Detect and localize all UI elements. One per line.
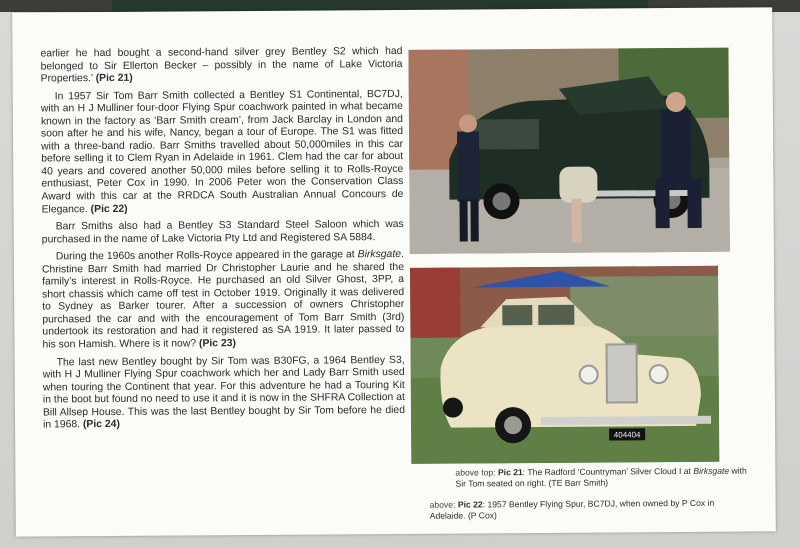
pic-reference: (Pic 23)	[198, 338, 237, 350]
pic-reference: (Pic 21)	[95, 72, 133, 85]
article-column	[40, 46, 405, 437]
photo-silver-cloud	[408, 48, 729, 254]
paragraph-1: earlier he had bought a second-hand silver grey Bentley S2 which had belonged to Sir Ellerton Becker – possibly in the name of Lake Victoria Properties.’ (Pic 21)	[40, 45, 403, 85]
pic-reference: (Pic 24)	[82, 419, 120, 431]
licence-plate: 404404	[613, 430, 641, 440]
magazine-page	[12, 7, 776, 536]
photo-flying-spur	[410, 266, 719, 464]
paragraph-4: During the 1960s another Rolls-Royce appeared in the garage at Birksgate. Christine Barr Smith had married Dr Christopher Laurie and he shared the family’s interest in Rolls-Royce. He purchased an old Silver Ghost, 3PP, a short chassis which came off test in October 1919. Originally it was delivered to Sydney as Barker tourer. After a succession of owners Christopher purchased the car and with the encouragement of Tom Barr Smith (3rd) undertook its restoration and had it registered as SA 1919. It later passed to his son Hamish. Where is it now? (Pic 23)	[41, 249, 405, 351]
paragraph-5: The last new Bentley bought by Sir Tom was B30FG, a 1964 Bentley S3, with H J Mulliner Flying Spur coachwork which her and Lady Barr Smith used when touring the Continent that year. For this adventure he had a Touring Kit in the boot but found no need to use it and it is now in the SHFRA Collection at Bill Allsep House. This was the last Bentley bought by Sir Tom before he died in 1968. (Pic 24)	[42, 354, 406, 431]
pic-reference: (Pic 22)	[90, 203, 128, 215]
caption-pic-22: above: Pic 22: 1957 Bentley Flying Spur, BC7DJ, when owned by P Cox in Adelaide. (P Cox)	[429, 497, 715, 521]
paragraph-3: Barr Smiths also had a Bentley S3 Standard Steel Saloon which was purchased in the name of Lake Victoria Pty Ltd and Registered SA 5884.	[41, 219, 404, 246]
caption-pic-21: above top: Pic 21: The Radford ‘Countryman’ Silver Cloud I at Birksgate with Sir Tom seated on right. (TE Barr Smith)	[455, 465, 747, 489]
paragraph-2: In 1957 Sir Tom Barr Smith collected a Bentley S1 Continental, BC7DJ, with an H J Mulliner four-door Flying Spur coachwork painted in what became known in the factory as ‘Barr Smith cream’, from Jack Barclay in London and soon after he and his wife, Nancy, began a tour of Europe. The S1 was fitted with a three-band radio. Barr Smiths travelled about 50,000miles in this car before selling it to Clem Ryan in Adelaide in 1961. Clem had the car for about 40 years and covered another 50,000 miles before selling it to Rolls-Royce enthusiast, Peter Cox in 1990. In 2006 Peter won the Conservation Class Award with this car at the RRDCA South Australian Annual Concours de Elegance. (Pic 22)	[40, 88, 404, 216]
